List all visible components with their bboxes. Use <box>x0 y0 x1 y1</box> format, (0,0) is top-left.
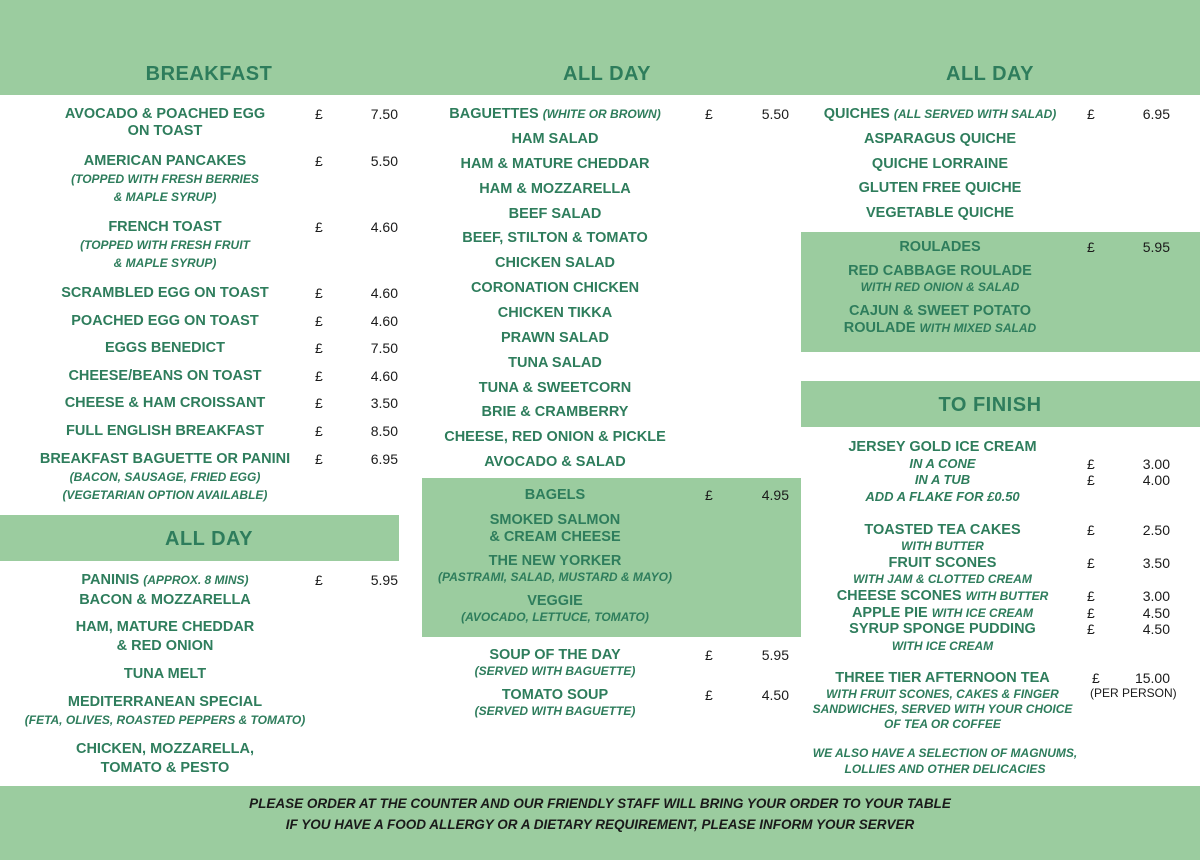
bagel-veggie <box>425 593 685 625</box>
currency-symbol: £ <box>315 313 323 329</box>
item-title: SCRAMBLED EGG ON TOAST <box>61 285 269 301</box>
currency-symbol: £ <box>315 572 323 588</box>
currency-symbol: £ <box>315 285 323 301</box>
item-title-line2: TOMATO & PESTO <box>100 760 230 776</box>
also-have-note <box>800 745 1090 777</box>
item-title: AMERICAN PANCAKES <box>83 153 247 169</box>
toasted-tea-cakes <box>810 522 1075 554</box>
paninis-header <box>20 572 310 589</box>
item-description: (BACON, SAUSAGE, FRIED EGG) <box>69 470 261 484</box>
item-title: CAJUN & SWEET POTATO <box>848 303 1032 319</box>
item-title: QUICHES <box>823 106 890 122</box>
item-price: 4.50 <box>1142 605 1170 621</box>
item-title: BAGUETTES <box>449 106 539 122</box>
item-price: 4.60 <box>370 313 398 329</box>
list-item: VEGETABLE QUICHE <box>866 205 1014 222</box>
all-day-heading-left: ALL DAY <box>165 528 253 550</box>
item-price: 15.00 <box>1134 670 1170 686</box>
to-finish-heading: TO FINISH <box>938 394 1042 416</box>
item-title: HAM, MATURE CHEDDAR <box>75 619 255 635</box>
item-title: THE NEW YORKER <box>488 553 622 569</box>
breakfast-heading: BREAKFAST <box>145 63 273 85</box>
currency-symbol: £ <box>1087 239 1095 255</box>
syrup-sponge-pudding <box>810 621 1075 654</box>
item-title: FRENCH TOAST <box>108 219 222 235</box>
item-description: (TOPPED WITH FRESH FRUIT <box>80 238 250 252</box>
list-item: AVOCADO & SALAD <box>484 454 626 471</box>
cheese-scones <box>810 588 1075 605</box>
note-line: LOLLIES AND OTHER DELICACIES <box>844 762 1046 776</box>
currency-symbol: £ <box>315 451 323 467</box>
menu-item-american-pancakes <box>30 153 300 206</box>
currency-symbol: £ <box>1087 588 1095 604</box>
price-per-person: (PER PERSON) <box>1090 686 1177 700</box>
item-title: CHEESE/BEANS ON TOAST <box>68 368 262 384</box>
item-title: FRUIT SCONES <box>888 555 997 571</box>
item-title: JERSEY GOLD ICE CREAM <box>848 439 1037 455</box>
currency-symbol: £ <box>315 423 323 439</box>
panini-chicken-pesto <box>20 741 310 777</box>
item-price: 6.95 <box>370 451 398 467</box>
bagel-smoked-salmon <box>425 512 685 546</box>
list-item: HAM SALAD <box>511 131 599 147</box>
item-title: SOUP OF THE DAY <box>489 647 621 663</box>
list-item: TUNA & SWEETCORN <box>478 379 632 396</box>
roulades-header <box>810 239 1070 256</box>
list-item: CORONATION CHICKEN <box>470 280 640 297</box>
list-item: ASPARAGUS QUICHE <box>864 131 1016 147</box>
currency-symbol: £ <box>1087 106 1095 122</box>
item-title: RED CABBAGE ROULADE <box>848 263 1032 279</box>
item-price: 3.00 <box>1142 588 1170 604</box>
three-tier-afternoon-tea <box>805 670 1080 732</box>
item-title: TOASTED TEA CAKES <box>864 522 1021 538</box>
item-price: 5.95 <box>1142 239 1170 255</box>
panini-tuna-melt <box>20 666 310 683</box>
item-title: CHEESE SCONES <box>836 588 962 604</box>
item-description: & MAPLE SYRUP) <box>113 256 217 270</box>
currency-symbol: £ <box>315 153 323 169</box>
list-item: HAM & MOZZARELLA <box>479 180 631 197</box>
item-title: CHEESE & HAM CROISSANT <box>64 395 266 411</box>
item-description: (SERVED WITH BAGUETTE) <box>474 704 636 718</box>
item-title: BREAKFAST BAGUETTE OR PANINI <box>39 451 291 467</box>
menu-item-french-toast <box>30 219 300 272</box>
all-day-heading-right: ALL DAY <box>946 63 1034 85</box>
item-description: (SERVED WITH BAGUETTE) <box>474 664 636 678</box>
currency-symbol: £ <box>315 395 323 411</box>
list-item: BEEF, STILTON & TOMATO <box>462 230 648 247</box>
menu-item-eggs-benedict <box>30 340 300 357</box>
item-description: WITH ICE CREAM <box>891 639 994 653</box>
item-title: POACHED EGG ON TOAST <box>71 313 259 329</box>
currency-symbol: £ <box>315 368 323 384</box>
list-item: HAM & MATURE CHEDDAR <box>460 155 650 172</box>
item-title: VEGGIE <box>527 593 583 609</box>
item-title: APPLE PIE <box>851 605 928 621</box>
menu-item-full-english <box>30 423 300 440</box>
item-description: & MAPLE SYRUP) <box>113 190 217 204</box>
panini-mediterranean <box>10 694 320 729</box>
item-title: TOMATO SOUP <box>501 687 609 703</box>
item-description: WITH FRUIT SCONES, CAKES & FINGER <box>826 687 1059 701</box>
currency-symbol: £ <box>1087 605 1095 621</box>
currency-symbol: £ <box>705 106 713 122</box>
note-line: WE ALSO HAVE A SELECTION OF MAGNUMS, <box>812 746 1078 760</box>
item-price: 4.50 <box>761 687 789 703</box>
item-description: WITH JAM & CLOTTED CREAM <box>853 572 1032 586</box>
item-price: 4.60 <box>370 368 398 384</box>
bagels-header <box>425 487 685 504</box>
menu-item-poached-egg <box>30 313 300 330</box>
item-note: (ALL SERVED WITH SALAD) <box>893 107 1057 121</box>
menu-item-cheese-ham-croissant <box>30 395 300 412</box>
item-note: (WHITE OR BROWN) <box>542 107 661 121</box>
list-item: CHEESE, RED ONION & PICKLE <box>444 429 666 446</box>
item-price: 4.95 <box>761 487 789 503</box>
item-title-line2: & CREAM CHEESE <box>489 529 621 545</box>
item-title-line2: ROULADE <box>843 320 916 336</box>
list-item: BEEF SALAD <box>508 205 602 222</box>
all-day-heading-middle: ALL DAY <box>563 63 651 85</box>
list-item: BRIE & CRAMBERRY <box>481 404 629 421</box>
item-price: 5.50 <box>761 106 789 122</box>
item-price: 5.95 <box>761 647 789 663</box>
item-description: (TOPPED WITH FRESH BERRIES <box>71 172 259 186</box>
menu-item-scrambled-egg <box>30 285 300 302</box>
currency-symbol: £ <box>315 106 323 122</box>
list-item: CHICKEN SALAD <box>494 255 616 272</box>
item-price: 5.95 <box>370 572 398 588</box>
currency-symbol: £ <box>705 487 713 503</box>
soup-of-the-day <box>425 647 685 679</box>
currency-symbol: £ <box>1087 456 1095 472</box>
item-title: BAGELS <box>524 487 586 503</box>
list-item: QUICHE LORRAINE <box>871 155 1009 172</box>
currency-symbol: £ <box>1092 670 1100 686</box>
jersey-gold-ice-cream <box>810 439 1075 506</box>
item-price: 3.50 <box>1142 555 1170 571</box>
menu-item-avocado-poached-egg <box>30 106 300 140</box>
list-item: CHICKEN TIKKA <box>497 304 613 321</box>
item-description: WITH RED ONION & SALAD <box>860 280 1020 294</box>
item-description: OF TEA OR COFFEE <box>884 717 1001 731</box>
item-description: WITH MIXED SALAD <box>919 321 1037 335</box>
currency-symbol: £ <box>705 687 713 703</box>
list-item: TUNA SALAD <box>508 354 602 371</box>
currency-symbol: £ <box>1087 522 1095 538</box>
item-title-line2: ON TOAST <box>127 123 203 139</box>
item-price: 8.50 <box>370 423 398 439</box>
currency-symbol: £ <box>705 647 713 663</box>
panini-ham-cheddar <box>20 619 310 655</box>
item-title: PANINIS <box>81 572 140 588</box>
item-description: SANDWICHES, SERVED WITH YOUR CHOICE <box>812 702 1073 716</box>
list-item: GLUTEN FREE QUICHE <box>858 180 1022 197</box>
currency-symbol: £ <box>1087 555 1095 571</box>
apple-pie <box>810 605 1075 622</box>
footer-order-notice: PLEASE ORDER AT THE COUNTER AND OUR FRIENDLY STAFF WILL BRING YOUR ORDER TO YOUR TABLE <box>249 796 951 811</box>
item-note: (APPROX. 8 MINS) <box>143 573 249 587</box>
item-title: SMOKED SALMON <box>489 512 621 528</box>
currency-symbol: £ <box>1087 621 1095 637</box>
list-item: PRAWN SALAD <box>501 329 609 346</box>
item-title: FULL ENGLISH BREAKFAST <box>66 423 264 439</box>
item-price: 4.50 <box>1142 621 1170 637</box>
item-description: (PASTRAMI, SALAD, MUSTARD & MAYO) <box>438 570 672 584</box>
item-title-line2: & RED ONION <box>116 638 214 654</box>
item-option: IN A TUB <box>914 472 971 487</box>
item-price: 7.50 <box>370 106 398 122</box>
panini-bacon-mozzarella <box>20 592 310 609</box>
menu-item-cheese-beans <box>30 368 300 385</box>
item-description: (FETA, OLIVES, ROASTED PEPPERS & TOMATO) <box>24 713 306 727</box>
item-description: (AVOCADO, LETTUCE, TOMATO) <box>461 610 649 624</box>
item-extra: ADD A FLAKE FOR £0.50 <box>865 489 1020 504</box>
item-title: AVOCADO & POACHED EGG <box>64 106 266 122</box>
item-title: EGGS BENEDICT <box>104 340 226 356</box>
item-price: 3.50 <box>370 395 398 411</box>
item-price: 4.60 <box>370 219 398 235</box>
tomato-soup <box>425 687 685 719</box>
item-option: IN A CONE <box>909 456 976 471</box>
bagel-new-yorker <box>425 553 685 585</box>
item-title: MEDITERRANEAN SPECIAL <box>67 694 263 710</box>
item-title: BACON & MOZZARELLA <box>79 592 251 608</box>
roulade-red-cabbage <box>810 263 1070 295</box>
item-title: ROULADES <box>899 239 981 255</box>
item-price: 4.00 <box>1142 472 1170 488</box>
item-description: WITH BUTTER <box>965 589 1049 603</box>
item-title: SYRUP SPONGE PUDDING <box>849 621 1036 637</box>
roulade-cajun-sweet-potato <box>810 303 1070 337</box>
menu-item-breakfast-baguette <box>20 451 310 504</box>
currency-symbol: £ <box>315 219 323 235</box>
currency-symbol: £ <box>315 340 323 356</box>
item-title: CHICKEN, MOZZARELLA, <box>75 741 254 757</box>
item-description: WITH ICE CREAM <box>931 606 1034 620</box>
item-description: WITH BUTTER <box>901 539 984 553</box>
footer-allergy-notice: IF YOU HAVE A FOOD ALLERGY OR A DIETARY REQUIREMENT, PLEASE INFORM YOUR SERVER <box>285 817 915 832</box>
fruit-scones <box>810 555 1075 587</box>
baguettes-header <box>425 106 685 123</box>
item-price: 5.50 <box>370 153 398 169</box>
item-title: THREE TIER AFTERNOON TEA <box>835 670 1050 686</box>
item-price: 7.50 <box>370 340 398 356</box>
item-price: 3.00 <box>1142 456 1170 472</box>
item-price: 2.50 <box>1142 522 1170 538</box>
item-price: 4.60 <box>370 285 398 301</box>
item-description: (VEGETARIAN OPTION AVAILABLE) <box>62 488 268 502</box>
item-price: 6.95 <box>1142 106 1170 122</box>
currency-symbol: £ <box>1087 472 1095 488</box>
quiches-header <box>810 106 1070 123</box>
item-title: TUNA MELT <box>123 666 207 682</box>
